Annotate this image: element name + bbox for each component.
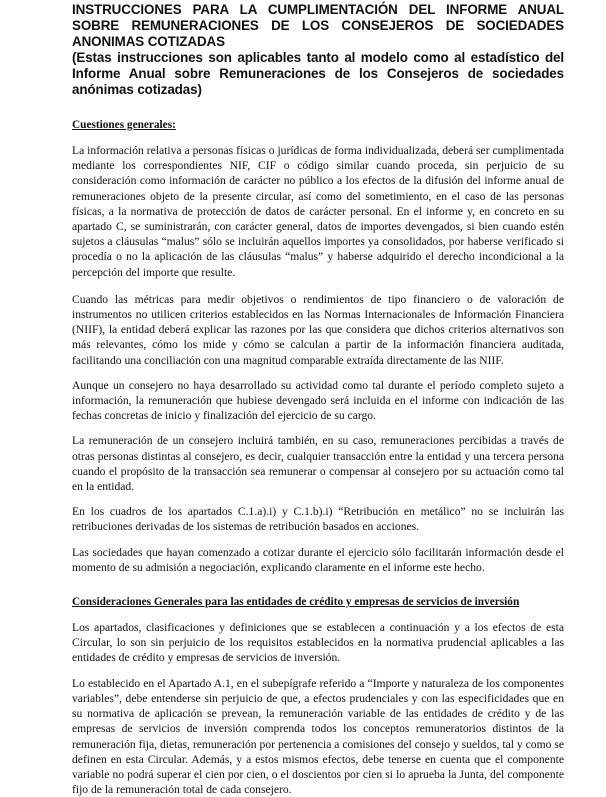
paragraph: Aunque un consejero no haya desarrollado su actividad como tal durante el período completo sujeto a información, la remuneración que hubiese devengado será incluida en el informe con indicación de las fechas concretas de inicio y finalización del ejercicio de su cargo. (72, 378, 564, 423)
paragraph: Los apartados, clasificaciones y definiciones que se establecen a continuación y a los efectos de esta Circular, lo son sin perjuicio de los requisitos establecidos en la normativa prudencial aplicables a las entidades de crédito y empresas de servicios de inversión. (72, 621, 564, 665)
paragraph: Lo establecido en el Apartado A.1, en el subepígrafe referido a “Importe y naturaleza de los componentes variables”, debe entenderse sin perjuicio de que, a efectos prudenciales y con las especificidades que en su normativa de aplicación se prevean, la remuneración variable de las entidades de crédito y de las empresas de servicios de inversión comprenda todos los conceptos remuneratorios distintos de la remuneración fija, dietas, remuneración por pertenencia a comisiones del consejo y sueldos, tal y como se definen en esta Circular. Además, y a estos mismos efectos, debe tenerse en cuenta que el componente variable no podrá superar el cien por cien, o el doscientos por cien si lo aprueba la Junta, del componente fijo de la remuneración total de cada consejero. (72, 676, 564, 797)
section-heading-credit-entities: Consideraciones Generales para las entidades de crédito y empresas de servicios de inversión (72, 596, 520, 609)
paragraph: La información relativa a personas físicas o jurídicas de forma individualizada, deberá ser cumplimentada mediante los correspondientes NIF, CIF o código similar cuando proceda, sin perjuicio de su consideración como información de carácter no público a los efectos de la difusión del informe anual de remuneraciones objeto de la presente circular, así como del sometimiento, en el caso de las personas físicas, a la normativa de protección de datos de carácter personal. En el informe y, en concreto en su apartado C, se suministrarán, con carácter general, datos de importes devengados, si bien cuando estén sujetos a cláusulas “malus” sólo se incluirán aquellos importes ya consolidados, por haberse verificado si procedía o no la aplicación de las cláusulas “malus” y haberse adquirido el derecho incondicional a la percepción del importe que resulte. (72, 144, 564, 279)
title-main: INSTRUCCIONES PARA LA CUMPLIMENTACIÓN DEL INFORME ANUAL SOBRE REMUNERACIONES DE LOS CONSEJEROS DE SOCIEDADES ANONIMAS COTIZADAS (72, 2, 564, 49)
paragraph: Cuando las métricas para medir objetivos o rendimientos de tipo financiero o de valoración de instrumentos no utilicen criterios establecidos en las Normas Internacionales de Información Financiera (NIIF), la entidad deberá explicar las razones por las que considera que dichos criterios alternativos son más relevantes, cómo los mide y cómo se calculan a partir de la información financiera auditada, facilitando una conciliación con una magnitud comparable extraída directamente de las NIIF. (72, 292, 564, 367)
paragraph: La remuneración de un consejero incluirá también, en su caso, remuneraciones percibidas a través de otras personas distintas al consejero, es decir, cualquier transacción entre la entidad y una tercera persona cuando el propósito de la transacción sea remunerar o compensar al consejero por su actuación como tal en la entidad. (72, 434, 564, 494)
document-title (72, 2, 564, 98)
paragraph: En los cuadros de los apartados C.1.a).i) y C.1.b).i) “Retribución en metálico” no se incluirán las retribuciones derivadas de los sistemas de retribución basados en acciones. (72, 505, 564, 534)
section-heading-general: Cuestiones generales: (72, 119, 176, 131)
title-subtitle: (Estas instrucciones son aplicables tanto al modelo como al estadístico del Informe Anual sobre Remuneraciones de los Consejeros de sociedades anónimas cotizadas) (72, 50, 564, 97)
paragraph: Las sociedades que hayan comenzado a cotizar durante el ejercicio sólo facilitarán información desde el momento de su admisión a negociación, explicando claramente en el informe este hecho. (72, 545, 564, 574)
